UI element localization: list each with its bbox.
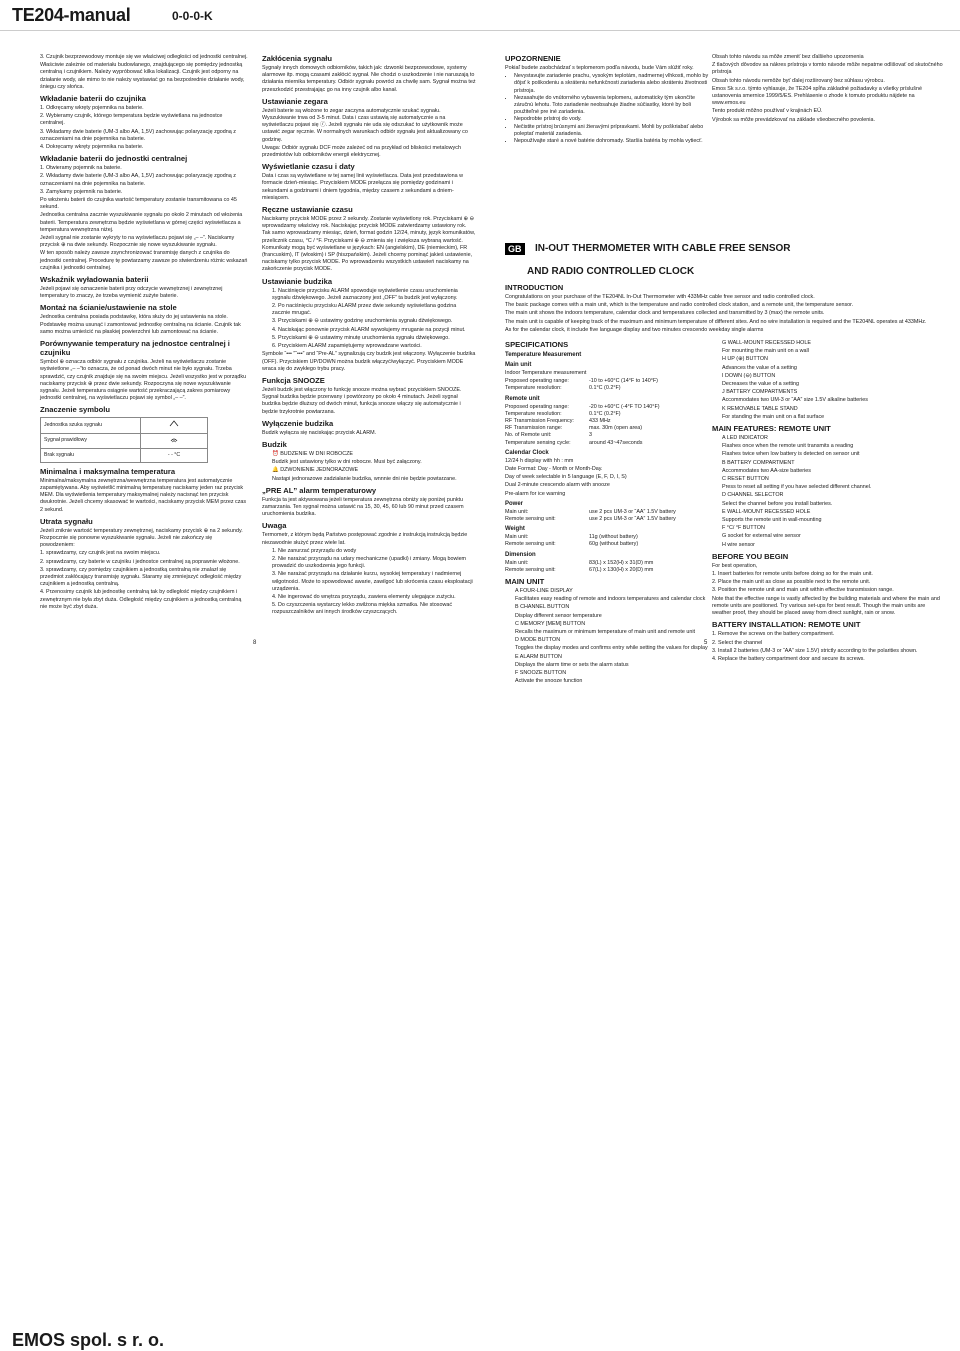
list-item: E ALARM BUTTON bbox=[515, 653, 562, 660]
before-note: Note that the effective range is vastly affected by the building materials and where the main and remote units are positioned. Try various set-ups for best result. Though the main units are weather proof, they should be placed away from direct sunlight, rain or snow. bbox=[712, 595, 940, 617]
pre-alarm-text: Funkcja ta jest aktywowana jeżeli temperatura zewnętrzna obniży się poniżej punktu zamarzania. Ten sygnał można ustawić na 15, 30, 45, 60 lub 90 minut przed czasem uruchomienia budzika. bbox=[262, 496, 464, 518]
spec-key: Main unit: bbox=[505, 508, 529, 515]
list-item: A LED INDICATOR bbox=[722, 435, 768, 442]
battery-sensor-steps bbox=[40, 105, 248, 151]
document-code: 0-0-0-K bbox=[172, 9, 213, 23]
spec-row bbox=[505, 541, 710, 548]
heading-loss: Utrata sygnału bbox=[40, 516, 93, 526]
list-item: I DOWN (⊖) BUTTON bbox=[722, 372, 776, 379]
gb-banner bbox=[505, 240, 945, 278]
upozornenie-intro: Pokiaľ budete zaobchádzať s teplomerom podľa návodu, bude Vám slúžiť roky. bbox=[505, 65, 694, 71]
list-item: Displays the alarm time or sets the alarm status bbox=[515, 661, 629, 668]
main-unit-spec-rows bbox=[505, 378, 710, 392]
heading-remote-unit-spec: Remote unit bbox=[505, 395, 540, 402]
list-item: • Nepoužívajte staré a nové batérie dohromady. Staršia batéria by mohla vytiecť. bbox=[514, 138, 710, 145]
spec-row bbox=[505, 411, 710, 418]
upozornenie-list bbox=[505, 73, 710, 145]
list-item: 2. Nie narażać przyrządu na udary mechaniczne (upadki) i zmiany. Mogą bowiem prowadzić do uszkodzenia jego funkcji. bbox=[272, 555, 467, 570]
list-item: 5. Przyciskami ⊕ ⊖ ustawimy minutę uruchomienia sygnału dźwiękowego. bbox=[272, 334, 450, 341]
spec-key: Main unit: bbox=[505, 559, 529, 566]
heading-upozornenie: UPOZORNENIE bbox=[505, 54, 561, 63]
list-item: A FOUR-LINE DISPLAY bbox=[515, 588, 573, 595]
main-unit-items-continued bbox=[712, 340, 944, 421]
table-row bbox=[41, 418, 208, 433]
spec-row bbox=[505, 567, 710, 574]
list-item: Pre-alarm for ice warning bbox=[505, 490, 566, 497]
heading-battery-central: Wkładanie baterii do jednostki centralnej bbox=[40, 154, 188, 164]
list-item: 1. sprawdzamy, czy czujnik jest na swoim miejscu. bbox=[40, 550, 161, 557]
spec-row bbox=[505, 385, 710, 392]
column-1 bbox=[40, 54, 248, 644]
list-item: Emos Sk s.r.o. týmto vyhlasuje, že TE204 spĺňa základné požiadavky a všetky príslušné ustanovenia smernice 1999/5/ES. Prehlásenie o zhode k tomuto produktu nájdete na www.emos.eu bbox=[712, 85, 922, 107]
column-4-top bbox=[712, 54, 944, 214]
spec-value: use 2 pcs UM-3 or “AA” 1.5V battery bbox=[589, 508, 676, 515]
spec-key: Temperature resolution: bbox=[505, 385, 562, 392]
list-item: 4. Replace the battery compartment door and secure its screws. bbox=[712, 655, 865, 662]
heading-battery-sensor: Wkładanie baterii do czujnika bbox=[40, 94, 146, 104]
heading-display: Wyświetlanie czasu i daty bbox=[262, 162, 355, 172]
list-item: J BATTERY COMPARTMENTS bbox=[722, 389, 798, 396]
spec-key: Main unit: bbox=[505, 534, 529, 541]
column-2 bbox=[262, 54, 476, 644]
list-item: Supports the remote unit in wall-mounting bbox=[722, 517, 822, 524]
indicator-text: Jeżeli pojawi się oznaczenie baterii przy odczycie wewnętrznej i zewnętrznej temperatury to znaczy, że trzeba wymienić zużyte baterie. bbox=[40, 286, 223, 300]
list-item: • Nevystavujte zariadenie prachu, vysokým teplotám, nadmernej vlhkosti, mohlo by dôjsť k poškodeniu a skráteniu nefunkčnosti zariadenia alebo skráteniu životnosti prístroja. bbox=[514, 73, 710, 95]
list-item: 🔔 DZWONIENIE JEDNORAZOWE bbox=[272, 467, 359, 474]
spec-value: 0.1°C (0.2°F) bbox=[589, 410, 621, 417]
list-item: G WALL-MOUNT RECESSED HOLE bbox=[722, 340, 811, 346]
spec-key: Temperature sensing cycle: bbox=[505, 439, 571, 446]
calendar-clock-rows bbox=[505, 458, 710, 498]
heading-clock: Ustawianie zegara bbox=[262, 96, 328, 106]
heading-alarm: Ustawianie budzika bbox=[262, 276, 333, 286]
page-number-right: 5 bbox=[704, 640, 708, 646]
heading-pre-alarm: „PRE AL” alarm temperaturowy bbox=[262, 485, 377, 495]
column-4-lower bbox=[712, 340, 944, 662]
list-item: Decreases the value of a setting bbox=[722, 381, 800, 388]
list-item: 1. Otwieramy pojemnik na baterie. bbox=[40, 165, 122, 172]
list-item: 3. Nie narażać przyrządu na działanie kurzu, wysokiej temperatury i nadmiernej wilgotności. Może to spowodować awarie, zawilgoć lub skrócenia czasu eksploatacji urządzenia. bbox=[272, 571, 473, 592]
battery-central-text bbox=[40, 197, 248, 272]
spec-row bbox=[505, 432, 710, 439]
list-item: 2. Select the channel bbox=[712, 639, 763, 646]
alarm-off-text: Budzik wyłącza się naciskając przycisk ALARM. bbox=[262, 429, 377, 436]
gb-title-line1: IN-OUT THERMOMETER WITH CABLE FREE SENSOR bbox=[534, 242, 791, 254]
main-unit-title: Indoor Temperature measurement bbox=[505, 370, 587, 376]
heading-specifications: SPECIFICATIONS bbox=[505, 340, 569, 349]
list-item: 1. Insert batteries for remote units before doing so for the main unit. bbox=[712, 571, 873, 578]
spec-row bbox=[505, 425, 710, 432]
list-item: 2. Place the main unit as close as possible next to the remote unit. bbox=[712, 579, 871, 586]
list-item: K REMOVABLE TABLE STAND bbox=[722, 405, 798, 412]
budzik-items bbox=[262, 451, 476, 483]
spec-row bbox=[505, 418, 710, 425]
list-item: 3. Przyciskami ⊕ ⊖ ustawimy godzinę uruchomienia sygnału dźwiękowego. bbox=[272, 318, 453, 325]
list-item: Accommodates two AA-size batteries bbox=[722, 467, 811, 474]
signal-symbol-table bbox=[40, 417, 208, 462]
before-steps bbox=[712, 571, 944, 595]
mount-text: Jednostka centralna posiada podstawkę, która służy do jej ustawienia na stole. Podstawkę można usunąć i zamontować jednostkę centralną na ścianie. Czujnik tak samo można umieścić na płaskiej powierzchni lub zamontować na ścianie. bbox=[40, 314, 241, 335]
list-item: Day of week selectable in 5 language (E, F, D, I, S) bbox=[505, 474, 627, 481]
dimension-rows bbox=[505, 560, 710, 574]
spec-value: 60g (without battery) bbox=[589, 541, 639, 548]
loss-steps bbox=[40, 550, 248, 611]
spec-row bbox=[505, 560, 710, 567]
list-item: 5. Do czyszczenia wystarczy lekko zwilżona miękka szmatka. Nie stosować rozpuszczalników ani innych środków czyszczących. bbox=[272, 602, 453, 616]
alarm-text: Symbole “••• ”“•••” and “Pre-AL” sygnalizują czy budzik jest włączony. Wyłączenie budzika (OFF). Przyciskiem UP/DOWN można budzik włączyć/wyłączyć. Przyciskiem MODE wraca się do zwykłego trybu pracy. bbox=[262, 351, 476, 372]
warning-steps bbox=[262, 548, 476, 617]
spec-value: -20 to +60°C (-4°F TO 140°F) bbox=[589, 403, 660, 410]
list-item: Obsah tohto návodu nemôže byť ďalej rozširovaný bez súhlasu výrobcu. bbox=[712, 77, 885, 84]
list-item: Date Format: Day - Month or Month-Day. bbox=[505, 466, 603, 473]
list-item: 4. Nie ingerować do wnętrza przyrządu, zawiera elementy ulegające zużyciu. bbox=[272, 593, 456, 600]
heading-weight: Weight bbox=[505, 526, 525, 533]
signal-label: Sygnał prawidłowy bbox=[41, 433, 141, 448]
list-item: 3. Install 2 batteries (UM-3 or “AA” size 1.5V) strictly according to the polarities shown. bbox=[712, 647, 918, 654]
list-item: B BATTERY COMPARTMENT bbox=[722, 459, 795, 466]
list-item: 3. Czujnik bezprzewodowy montuje się we właściwej odległości od jednostki centralnej. bbox=[40, 54, 248, 60]
installation-steps bbox=[712, 631, 944, 663]
list-item: Nastąpi jednorazowe zadziałanie budzika, wnnnie dni nie będzie powtarzane. bbox=[272, 475, 457, 482]
weight-rows bbox=[505, 534, 710, 548]
heading-mount: Montaż na ścianie/ustawienie na stole bbox=[40, 303, 177, 313]
list-item: Press to reset all setting if you have selected different channel. bbox=[722, 484, 872, 491]
list-item: • Nečistite prístroj brúsnymi ani žieravými prípravkami. Mohli by poškriabať alebo poleptať materiál zariadenia. bbox=[514, 124, 710, 138]
introduction-text bbox=[505, 294, 945, 334]
loss-text: Jeżeli zniknie wartość temperatury zewnętrznej, naciskamy przycisk ⊕ na 2 sekundy. Rozpocznie się ponowne wyszukiwanie sygnału. Jeżeli nie zakończy się powodzeniem: bbox=[40, 527, 243, 549]
list-item: Jeżeli sygnał nie zostanie wykryty to na wyświetlaczu pojawi się „– –”. Naciskamy przycisk ⊕ na dwie sekundy. Rozpocznie się nowe wyszukiwanie sygnału. bbox=[40, 235, 235, 249]
list-item: 3. sprawdzamy, czy pomiędzy czujnikiem a jednostką centralną nie znalazł się przedmiot zakłócający transmisję sygnału. Staramy się zmniejszyć odległość między czujnikiem a jednostką centralną. bbox=[40, 566, 242, 588]
list-item: Advances the value of a setting bbox=[722, 364, 797, 371]
heading-indicator: Wskaźnik wyładowania baterii bbox=[40, 275, 149, 285]
display-text: Data i czas są wyświetlane w tej samej linii wyświetlacza. Data jest przedstawiona w formacie dzień-miesiąc. Przyciskiem MODE przełącza się pomiędzy godzinami i sekundami a godzinami i dniem tygodnia, między czasem z sekundami a dniem-miesiącem. bbox=[262, 173, 464, 201]
list-item: Display different sensor temperature bbox=[515, 612, 602, 619]
heading-warning: Uwaga bbox=[262, 521, 287, 531]
manual-text: Naciskamy przycisk MODE przez 2 sekundy. Zostanie wyświetlony rok. Przyciskami ⊕ ⊖ wprowadzamy właściwy rok. Naciskając przycisk MODE zatwierdzamy ustawiony rok. Tak samo wprowadzamy miesiąc, dzień, format godzin 12/24, minuty, język komunikatów, przelicznik czasu, °C / °F. Przyciskami ⊕ ⊖ zmienia się i zwiększa wybraną wartość. Komunikaty mogą być wyświetlane w językach: EN (angielskim), DE (niemieckim), FR (francuskim), IT (włoskim) i SP (hiszpańskim). Jeżeli chcemy pominąć jakieś ustawienie, naciskamy tylko przycisk MODE. Po wprowadzeniu wszystkich ustawień naciskamy na zakończenie przycisk MODE. bbox=[262, 216, 476, 273]
spec-key: Remote sensing unit: bbox=[505, 516, 556, 523]
list-item: Dual 2-minute crescendo alarm with snooze bbox=[505, 482, 610, 489]
spec-row bbox=[505, 440, 710, 447]
spec-value: 83(L) x 152(H) x 31(D) mm bbox=[589, 559, 654, 566]
list-item: The main unit is capable of keeping track of the maximum and minimum temperature of different sites. And no wire installation is required and the TE204NL operates at 433MHz. bbox=[505, 318, 927, 325]
gb-title-line2: AND RADIO CONTROLLED CLOCK bbox=[527, 266, 695, 277]
spec-row bbox=[505, 404, 710, 411]
heading-signal-interference: Zakłócenia sygnału bbox=[262, 54, 333, 63]
heading-remote-features: MAIN FEATURES: REMOTE UNIT bbox=[712, 424, 831, 434]
spec-value: 3 bbox=[589, 432, 592, 439]
list-item: Congratulations on your purchase of the TE204NL In-Out Thermometer with 433MHz cable free sensor and radio controlled clock. bbox=[505, 294, 815, 300]
spec-value: max. 30m (open area) bbox=[589, 425, 643, 432]
heading-compare: Porównywanie temperatury na jednostce centralnej i czujniku bbox=[40, 339, 230, 358]
heading-budzik: Budzik bbox=[262, 439, 287, 449]
heading-manual: Ręczne ustawianie czasu bbox=[262, 205, 353, 215]
list-item: 1. Odkręcamy wkręty pojemnika na baterie. bbox=[40, 105, 144, 112]
power-rows bbox=[505, 509, 710, 523]
list-item: For mounting the main unit on a wall bbox=[722, 348, 809, 355]
heading-power: Power bbox=[505, 500, 524, 507]
intro-block bbox=[40, 54, 248, 91]
spec-value: 433 MHz bbox=[589, 418, 611, 425]
spec-key: Proposed operating range: bbox=[505, 378, 569, 385]
signal-label: Brak sygnału bbox=[41, 448, 141, 462]
battery-central-steps bbox=[40, 165, 248, 196]
list-item: Výrobok sa môže prevádzkovať na základe všeobecného povolenia. bbox=[712, 116, 875, 123]
clock-note: Uwaga: Odbiór sygnału DCF może zależeć od na przykład od bliskości metalowych przedmiotów lub odbiorników energii elektrycznej. bbox=[262, 144, 461, 159]
page-footer bbox=[0, 660, 960, 1350]
minmax-text: Minimalna/maksymalna zewnętrzna/wewnętrzna temperatura jest automatycznie zapamiętywana. Aby wyświetlić minimalną temperaturę naciskamy jeden raz przycisk MEM. Dla wyświetlenia temperatury maksymalnej należy nacisnąć ten przycisk dwukrotnie. Jeżeli chcemy skasować te wartości, naciskamy przycisk MEM przez czas 2 sekund. bbox=[40, 477, 247, 513]
list-item: Flashes once when the remote unit transmits a reading bbox=[722, 443, 854, 450]
list-item: 1. Naciśnięcie przycisku ALARM spowoduje wyświetlenie czasu uruchomienia sygnału dźwiękowego. Jeżeli zaznaczony jest „OFF” ta budzik jest wyłączony. bbox=[272, 287, 458, 301]
list-item: 2. Wkładamy dwie baterie (UM-3 albo AA, 1,5V) zachowując polaryzację zgodną z oznaczeniami na dnie pojemnika na baterie. bbox=[40, 173, 236, 187]
remote-features-list bbox=[712, 435, 944, 549]
spec-value: 11g (without battery) bbox=[589, 534, 638, 541]
list-item: 2. Wybieramy czujnik, którego temperatura będzie wyświetlana na jednostce centralnej. bbox=[40, 113, 223, 127]
spec-key: Remote sensing unit: bbox=[505, 566, 556, 573]
page-number-left: 8 bbox=[253, 640, 257, 646]
column-3-lower bbox=[505, 340, 710, 685]
list-item: F SNOOZE BUTTON bbox=[515, 670, 567, 677]
heading-main-unit-spec: Main unit bbox=[505, 362, 532, 368]
spec-row bbox=[505, 516, 710, 523]
list-item: For standing the main unit on a flat surface bbox=[722, 413, 825, 420]
list-item: 3. Wkładamy dwie baterie (UM-3 albo AA, 1,5V) zachowując polaryzację zgodną z oznaczeniami na dnie pojemnika na baterie. bbox=[40, 128, 236, 142]
list-item: Facilitates easy reading of remote and indoors temperatures and calendar clock bbox=[515, 596, 706, 603]
list-item: Po włożeniu baterii do czujnika wartość temperatury zostanie transmitowana co 45 sekund. bbox=[40, 197, 237, 211]
antenna-searching-icon bbox=[141, 418, 208, 433]
list-item: Obsah tohto návodu sa môže zmeniť bez ďalšieho upozornenia bbox=[712, 54, 864, 60]
heading-snooze: Funkcja SNOOZE bbox=[262, 375, 325, 385]
list-item: 3. Zamykamy pojemnik na baterie. bbox=[40, 188, 123, 195]
spec-value: around 43~47seconds bbox=[589, 439, 643, 446]
heading-introduction: INTRODUCTION bbox=[505, 283, 564, 292]
spec-value: -10 to +60°C (14°F to 140°F) bbox=[589, 378, 658, 385]
clock-text: Jeżeli baterie są włożone to zegar zaczyna automatycznie szukać sygnału. Wyszukiwanie trwa od 3-5 minut. Data i czas ustawią się automatycznie a na wyświetlaczu pojawi się ⓡ. Jeżeli sygnału nie uda się odszukać to użytkownik może ustawić zegar ręcznie. W normalnych warunkach odbiór sygnału jest aktualizowany co godzinę. bbox=[262, 107, 468, 143]
list-item: H UP (⊕) BUTTON bbox=[722, 356, 768, 363]
list-item: Flashes twice when low battery is detected on sensor unit bbox=[722, 451, 860, 458]
spec-value: 67(L) x 130(H) x 20(D) mm bbox=[589, 566, 654, 573]
list-item: Tento produkt môžno používať v krajinách EÚ. bbox=[712, 108, 823, 115]
signal-value: - - °C bbox=[141, 448, 208, 462]
list-item: As for the calendar clock, it include five language display and two minutes crescendo weekday single alarms bbox=[505, 326, 764, 333]
spec-key: Proposed operating range: bbox=[505, 403, 569, 410]
list-item: 2. Po naciśnięciu przycisku ALARM przez dwie sekundy wyświetlana godzina zacznie mrugać. bbox=[272, 303, 457, 317]
heading-signal: Znaczenie symbolu bbox=[40, 405, 111, 415]
spec-value: 0.1°C (0.2°F) bbox=[589, 385, 621, 392]
list-item: Select the channel before you install batteries. bbox=[722, 500, 833, 507]
table-row bbox=[41, 433, 208, 448]
list-item: 1. Remove the screws on the battery compartment. bbox=[712, 631, 835, 638]
list-item: The main unit shows the indoors temperature, calendar clock and temperatures collected and transmitted by 3 (max) the remote units. bbox=[505, 310, 825, 317]
spec-row bbox=[505, 378, 710, 385]
list-item: Toggles the display modes and confirms entry while setting the values for display bbox=[515, 645, 708, 652]
compare-text: Symbol ⊕ oznacza odbiór sygnału z czujnika. Jeżeli na wyświetlaczu zostanie wyświetlone „– –”to oznacza, że od ponad dwóch minut nie było sygnału. Trzeba sprawdzić, czy czujnik znajduje się na swoim miejscu. Jeżeli wszystko jest w porządku naciskamy przycisk ⊕ przez dwie sekundy. Rozpoczyna się nowe wyszukiwanie sygnału. Jeżeli temperatura osiągnie wartość przekraczającą zakres pomiarowy jednostki centralnej, na wyświetlaczu pojawi się symbol „– –”. bbox=[40, 359, 247, 402]
company-name: EMOS spol. s r. o. bbox=[12, 1330, 165, 1350]
table-row bbox=[41, 448, 208, 462]
list-item: Budzik jest ustawiony tylko w dni robocze. Musi być załączony. bbox=[272, 459, 422, 466]
list-item: Z tlačových dôvodov sa nákres prístroja v tomto návode môže nepatrne odlišovať od skutočného prístroja bbox=[712, 62, 943, 76]
list-item: 2. sprawdzamy, czy baterie w czujniku i jednostce centralnej są poprawnie włożone. bbox=[40, 558, 240, 565]
list-item: Jednostka centralna zacznie wyszukiwanie sygnału po około 2 minutach od włożenia baterii. Temperatura zewnętrzna będzie wyświetlana w górnej części wyświetlacza a temperatura wewnętrzna niżej. bbox=[40, 212, 243, 233]
antenna-signal-icon bbox=[141, 433, 208, 448]
before-text: For best operation, bbox=[712, 562, 758, 569]
list-item: W ten sposób należy zawsze zsynchronizować transmisję danych z czujnika do jednostki centralnej. Procedurę tę powtarzamy zawsze po stwierdzeniu różnic wskazań czujnika i jednostki centralnej. bbox=[40, 250, 248, 271]
heading-before-you-begin: BEFORE YOU BEGIN bbox=[712, 551, 789, 561]
list-item: C RESET BUTTON bbox=[722, 476, 769, 483]
heading-battery-installation: BATTERY INSTALLATION: REMOTE UNIT bbox=[712, 620, 861, 630]
document-title: TE204-manual bbox=[12, 5, 131, 25]
list-item: 4. Naciskając ponownie przycisk ALARM wywołujemy mruganie na pozycji minut. bbox=[272, 326, 466, 333]
spec-key: No. of Remote unit: bbox=[505, 432, 552, 439]
spec-key: RF Transmission range: bbox=[505, 425, 563, 432]
signal-text: Sygnały innych domowych odbiorników, takich jak: dzwonki bezprzewodowe, systemy alarmowe itp. mogą czasami zakłócić sygnał. Nie chodzi o uszkodzenie i nie naruszają to działania miernika temperatury. Odbiór sygnału powróci za chwilę sam. Sygnał można też przeszkodzić przestrajając go na inny czujnik albo kanał. bbox=[262, 65, 476, 93]
page-header bbox=[0, 0, 960, 31]
list-item: D MODE BUTTON bbox=[515, 637, 561, 644]
heading-alarm-off: Wyłączenie budzika bbox=[262, 418, 334, 428]
heading-main-unit: MAIN UNIT bbox=[505, 577, 545, 587]
list-item: Accommodates two UM-3 or “AA” size 1.5V alkaline batteries bbox=[722, 397, 868, 404]
heading-temperature-measurement: Temperature Measurement bbox=[505, 352, 582, 358]
list-item: 4. Przenosimy czujnik lub jednostkę centralną tak by odległość między czujnikiem i zewnętrznym nie była zbyt duża. Odległość między czujnikiem a jednostką centralną nie może być zbyt duża. bbox=[40, 589, 242, 610]
alarm-steps bbox=[262, 288, 476, 351]
list-item: The basic package comes with a main unit, which is the temperature and radio controlled clock station, and a remote unit, the temperature sensor. bbox=[505, 302, 854, 309]
heading-calendar-clock: Calendar Clock bbox=[505, 449, 549, 456]
list-item: ⏰ BUDZENIE W DNI ROBOCZE bbox=[272, 450, 353, 457]
spec-row bbox=[505, 509, 710, 516]
list-item: 3. Position the remote unit and main unit within effective transmission range. bbox=[712, 587, 894, 594]
list-item: 12/24 h display with hh : mm bbox=[505, 457, 574, 464]
list-item: Właściwie zależnie od materiału budowlanego, znajdującego się pomiędzy jednostką centralną i czujnikiem. Należy wypróbować kilka lokalizacji. Czujnik jest odporny na działanie wody, ale mimo to nie należy wystawiać go na bezpośrednie działanie wody, śniegu czy słońca. bbox=[40, 62, 245, 90]
list-item: D CHANNEL SELECTOR bbox=[722, 492, 784, 499]
list-item: 6. Przyciskiem ALARM zapamiętujemy wprowadzane wartości. bbox=[272, 343, 422, 350]
list-item: G socket for external wire sensor bbox=[722, 533, 801, 540]
list-item: H wire sensor bbox=[722, 541, 755, 548]
warning-text: Termometr, z którym będą Państwo postępować zgodnie z instrukcją instrukcją będzie niezawodnie służyć przez wiele lat. bbox=[262, 532, 468, 546]
signal-label: Jednostka szuka sygnału bbox=[41, 418, 141, 433]
list-item: 4. Dokręcamy wkręty pojemnika na baterie. bbox=[40, 144, 144, 151]
heading-dimension: Dimension bbox=[505, 551, 536, 558]
list-item: Activate the snooze function bbox=[515, 678, 583, 685]
slovak-notes bbox=[712, 54, 944, 124]
introduction-section bbox=[505, 283, 945, 333]
list-item: E WALL-MOUNT RECESSED HOLE bbox=[722, 508, 811, 515]
list-item: F °C/ °F BUTTON bbox=[722, 525, 765, 532]
gb-language-badge: GB bbox=[505, 243, 525, 255]
spec-row bbox=[505, 534, 710, 541]
remote-unit-spec-rows bbox=[505, 404, 710, 447]
spec-value: use 2 pcs UM-3 or “AA” 1.5V battery bbox=[589, 516, 676, 523]
list-item: B CHANNEL BUTTON bbox=[515, 604, 570, 611]
list-item: • Nezasahujte do vnútorného vybavenia teplomeru, automaticky tým ukončíte záručnú lehotu. Toto zariadenie neobsahuje žiadne súčiastky, ktoré by boli použiteľné pre iné zariadenia. bbox=[514, 95, 710, 117]
spec-key: RF Transmission Frequency: bbox=[505, 418, 574, 425]
spec-key: Temperature resolution: bbox=[505, 410, 562, 417]
heading-minmax: Minimalna i maksymalna temperatura bbox=[40, 466, 176, 476]
snooze-text: Jeżeli budzik jest włączony to funkcję snooze można wybrać przyciskiem SNOOZE. Sygnał budzika będzie przerwany i powtórzony po około 4 minutach. Jeżeli sygnał budzika będzie dłuższy od dwóch minut, funkcja snooze włączy się automatycznie i będzie trzykrotnie powtarzana. bbox=[262, 386, 462, 415]
list-item: C MEMORY [MEM] BUTTON bbox=[515, 620, 586, 627]
spec-key: Remote sensing unit: bbox=[505, 541, 556, 548]
list-item: • Nepodrobte prístroj do vody. bbox=[514, 116, 710, 123]
list-item: 1. Nie zanurzać przyrządu do wody bbox=[272, 547, 357, 554]
list-item: Recalls the maximum or minimum temperature of main unit and remote unit bbox=[515, 629, 696, 636]
